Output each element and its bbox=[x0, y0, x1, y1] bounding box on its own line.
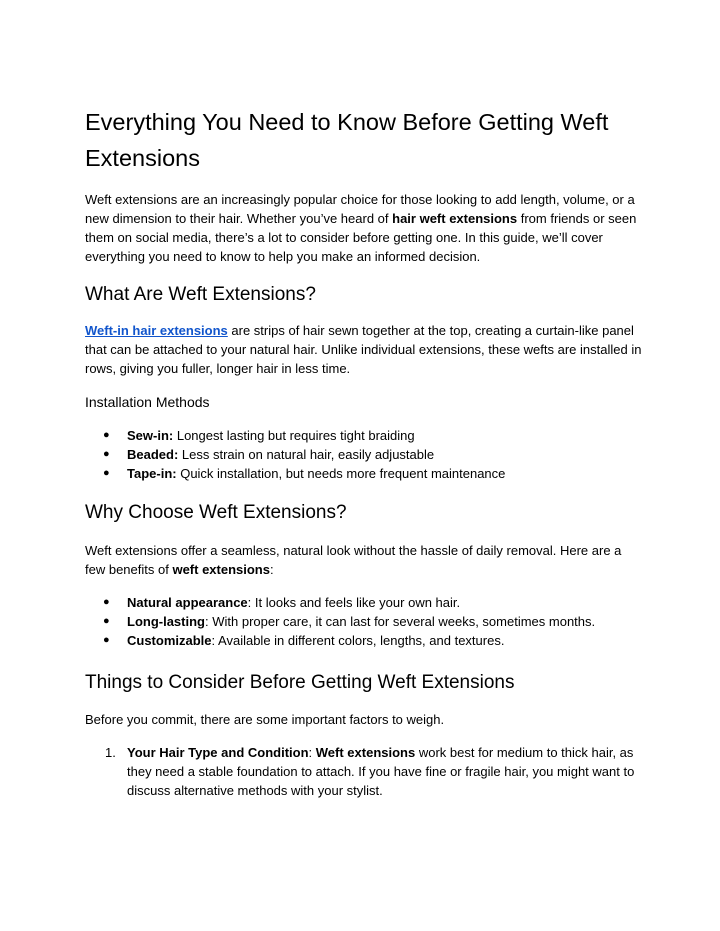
list-item bbox=[85, 593, 645, 612]
list-item-term: Natural appearance bbox=[127, 595, 248, 610]
list-item-term: Sew-in: bbox=[127, 428, 174, 443]
bullet-icon: ● bbox=[103, 634, 110, 646]
section1-paragraph bbox=[85, 321, 645, 378]
bullet-icon: ● bbox=[103, 596, 110, 608]
list-item bbox=[85, 464, 645, 483]
intro-text-after: from friends or seen them on social media, there’s a lot to consider before getting one. In this guide, we’ll cover everything you need to know to help you make an informed decision. bbox=[85, 211, 637, 264]
section1-text: are strips of hair sewn together at the top, creating a curtain-like panel that can be attached to your natural hair. Unlike individual extensions, these wefts are installed in rows, giving you fuller, longer hair in less time. bbox=[85, 323, 642, 376]
list-item-term: Beaded: bbox=[127, 447, 179, 462]
bullet-icon: ● bbox=[103, 615, 110, 627]
bullet-icon: ● bbox=[103, 467, 110, 479]
list-item-desc: : With proper care, it can last for several weeks, sometimes months. bbox=[205, 614, 596, 629]
considerations-list bbox=[85, 743, 645, 800]
section2-text-after: : bbox=[269, 562, 274, 577]
section-heading-what-are: What Are Weft Extensions? bbox=[85, 284, 316, 305]
list-item-number: 1. bbox=[105, 745, 116, 760]
list-item-desc: : It looks and feels like your own hair. bbox=[247, 595, 461, 610]
intro-bold-term: hair weft extensions bbox=[392, 211, 518, 226]
list-item bbox=[85, 612, 645, 631]
section3-paragraph: Before you commit, there are some important factors to weigh. bbox=[85, 712, 445, 727]
installation-methods-heading: Installation Methods bbox=[85, 394, 210, 410]
section-heading-things-to-consider: Things to Consider Before Getting Weft Extensions bbox=[85, 672, 515, 693]
bullet-icon: ● bbox=[103, 429, 110, 441]
intro-paragraph bbox=[85, 190, 645, 266]
list-item-desc: Longest lasting but requires tight braiding bbox=[173, 428, 415, 443]
list-item-desc: : Available in different colors, lengths, and textures. bbox=[211, 633, 505, 648]
bullet-icon: ● bbox=[103, 448, 110, 460]
list-item-term: Customizable bbox=[127, 633, 212, 648]
list-item bbox=[85, 743, 645, 800]
intro-text-before: Weft extensions are an increasingly popular choice for those looking to add length, volume, or a new dimension to their hair. Whether you’ve heard of bbox=[85, 192, 635, 226]
document-title: Everything You Need to Know Before Getting Weft Extensions bbox=[85, 109, 609, 171]
list-item-desc: Quick installation, but needs more frequent maintenance bbox=[176, 466, 506, 481]
list-item-desc: work best for medium to thick hair, as they need a stable foundation to attach. If you have fine or fragile hair, you might want to discuss alternative methods with your stylist. bbox=[127, 745, 635, 798]
list-item bbox=[85, 445, 645, 464]
section2-text-before: Weft extensions offer a seamless, natural look without the hassle of daily removal. Here are a few benefits of bbox=[85, 543, 622, 577]
list-item-term: Long-lasting bbox=[127, 614, 205, 629]
installation-methods-list bbox=[85, 426, 645, 483]
list-item bbox=[85, 631, 645, 650]
weft-in-extensions-link[interactable]: Weft-in hair extensions bbox=[85, 323, 228, 338]
list-item-separator: : bbox=[308, 745, 316, 760]
list-item-desc: Less strain on natural hair, easily adjustable bbox=[178, 447, 435, 462]
list-item-bold-term: Weft extensions bbox=[315, 745, 416, 760]
list-item bbox=[85, 426, 645, 445]
list-item-term: Tape-in: bbox=[127, 466, 177, 481]
benefits-list bbox=[85, 593, 645, 650]
section-heading-why-choose: Why Choose Weft Extensions? bbox=[85, 502, 347, 523]
list-item-term: Your Hair Type and Condition bbox=[127, 745, 309, 760]
section2-paragraph bbox=[85, 541, 645, 579]
section2-bold-term: weft extensions bbox=[172, 562, 270, 577]
